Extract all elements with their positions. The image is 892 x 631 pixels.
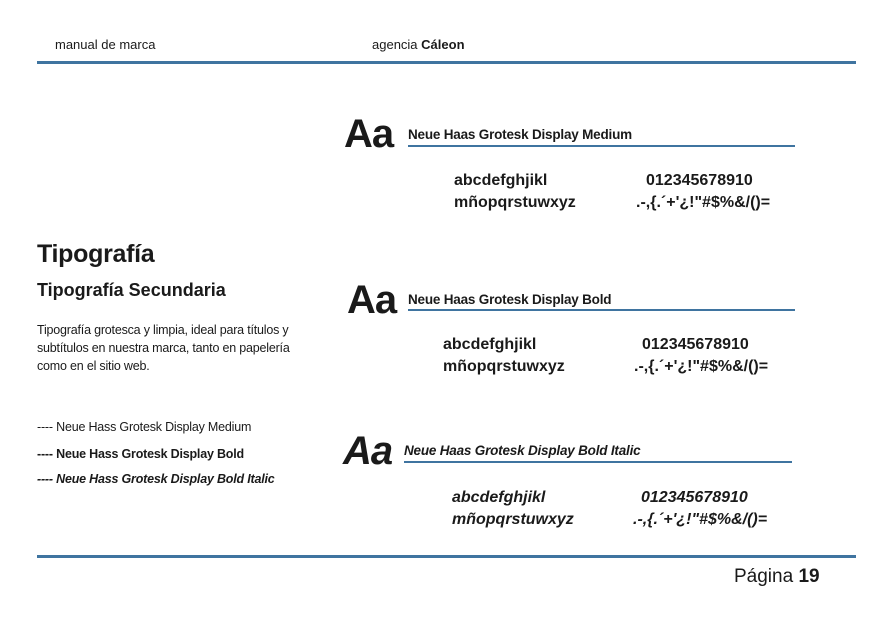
variant-bold: ---- Neue Hass Grotesk Display Bold	[37, 447, 244, 461]
specimen-medium-underline	[408, 145, 795, 147]
page-label: Página	[734, 566, 794, 587]
top-divider	[37, 61, 856, 64]
variant-medium: ---- Neue Hass Grotesk Display Medium	[37, 420, 252, 434]
agency-prefix: agencia	[372, 37, 418, 52]
specimen-bold-italic-underline	[404, 461, 792, 463]
section-subtitle: Tipografía Secundaria	[37, 280, 226, 300]
specimen-bold-underline	[408, 309, 795, 311]
specimen-bold-italic-lower-1: abcdefghjikl	[452, 489, 546, 506]
specimen-medium-lowercase	[454, 170, 576, 214]
specimen-bold-italic-lower-2: mñopqrstuwxyz	[452, 511, 574, 528]
specimen-bold-italic-symbols: .-,{.´+'¿!"#$%&/()=	[633, 511, 768, 528]
specimen-bold-italic-digits: 012345678910	[641, 489, 748, 506]
agency-name: Cáleon	[421, 37, 465, 52]
header-document-title: manual de marca	[55, 37, 156, 52]
section-description: Tipografía grotesca y limpia, ideal para títulos y subtítulos en nuestra marca, tanto en papelería como en el sitio web.	[37, 323, 290, 373]
specimen-bold-lower-1: abcdefghjikl	[443, 336, 537, 353]
variant-bold-italic: ---- Neue Hass Grotesk Display Bold Italic	[37, 472, 275, 486]
section-title: Tipografía	[37, 240, 155, 268]
specimen-medium-lower-1: abcdefghjikl	[454, 172, 548, 189]
specimen-bold-font-name: Neue Haas Grotesk Display Bold	[408, 292, 612, 307]
specimen-bold-italic-lowercase	[452, 487, 574, 531]
specimen-medium-lower-2: mñopqrstuwxyz	[454, 194, 576, 211]
specimen-medium-font-name: Neue Haas Grotesk Display Medium	[408, 127, 632, 142]
specimen-bold-italic-font-name: Neue Haas Grotesk Display Bold Italic	[404, 443, 641, 458]
bottom-divider	[37, 555, 856, 558]
specimen-medium-glyph: Aa	[344, 112, 394, 156]
specimen-bold-symbols: .-,{.´+'¿!"#$%&/()=	[634, 358, 769, 375]
specimen-bold-numerals	[634, 334, 768, 378]
specimen-bold-digits: 012345678910	[642, 336, 749, 353]
specimen-bold-glyph: Aa	[347, 278, 397, 322]
specimen-medium-symbols: .-,{.´+'¿!"#$%&/()=	[636, 194, 771, 211]
specimen-bold-italic-numerals	[633, 487, 767, 531]
page-indicator	[734, 566, 820, 588]
specimen-medium-digits: 012345678910	[646, 172, 753, 189]
header-agency	[372, 37, 465, 52]
specimen-bold-lowercase	[443, 334, 565, 378]
specimen-bold-lower-2: mñopqrstuwxyz	[443, 358, 565, 375]
page-number: 19	[798, 566, 820, 587]
specimen-medium-numerals	[636, 170, 770, 214]
specimen-bold-italic-glyph: Aa	[343, 429, 393, 473]
